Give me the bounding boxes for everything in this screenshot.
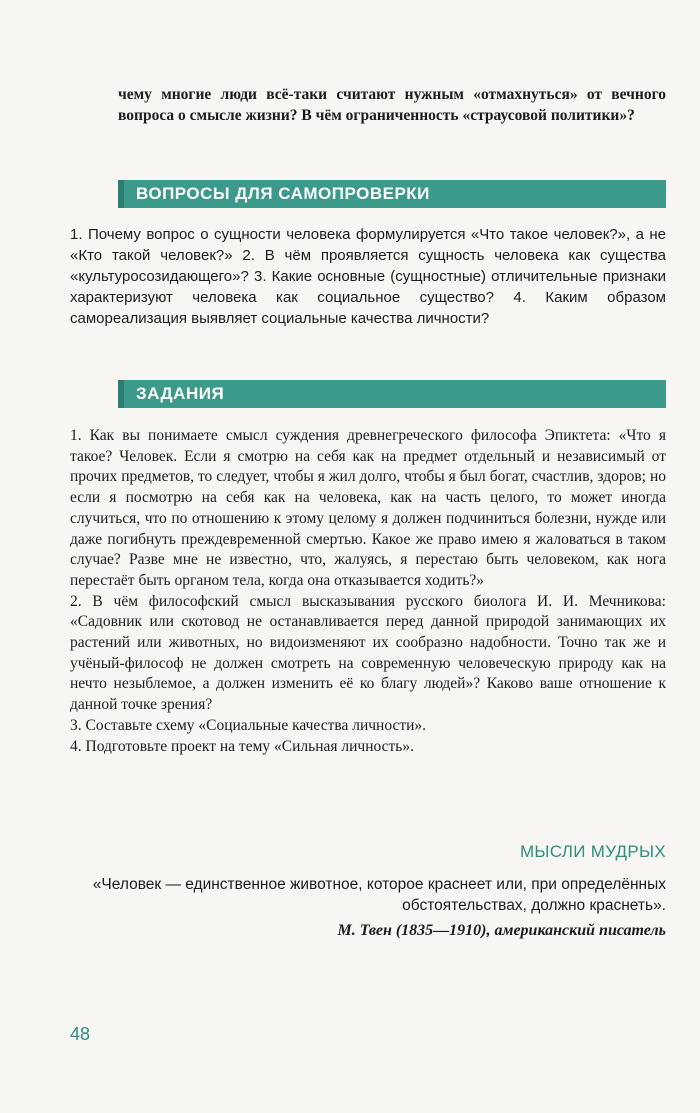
intro-paragraph: чему многие люди всё-таки считают нужным «отмахнуться» от вечного вопроса о смысле жизни? В чём ограниченность «страусовой политики»?: [118, 86, 666, 124]
task-item: 4. Подготовьте проект на тему «Сильная личность».: [70, 737, 414, 755]
page-number: 48: [70, 1024, 91, 1044]
self-check-banner: [118, 180, 666, 208]
tasks-banner: [118, 380, 666, 408]
task-item: 1. Как вы понимаете смысл суждения древнегреческого философа Эпиктета: «Что я такое? Человек. Если я смотрю на себя как на предмет отдельный и независимый от прочих предметов, то следует, чтобы я жил долго, чтобы я был богат, счастлив, здоров; но если я посмотрю на себя как на человека, как на часть целого, то может иногда случиться, что по отношению к этому целому я должен подчиниться болезни, нужде или даже погибнуть преждевременной смертью. Какое же право имею я жаловаться в таком случае? Разве мне не известно, что, жалуясь, я перестаю быть человеком, как нога перестаёт быть органом тела, когда она отказывается ходить?»: [70, 427, 666, 589]
task-item: 3. Составьте схему «Социальные качества личности».: [70, 716, 427, 734]
tasks-list: [70, 426, 666, 757]
wise-thoughts-title: МЫСЛИ МУДРЫХ: [519, 842, 666, 861]
wise-thoughts-quote: «Человек — единственное животное, которое краснеет или, при определённых обстоятельствах, должно краснеть».: [92, 876, 666, 914]
self-check-questions: 1. Почему вопрос о сущности человека формулируется «Что такое человек?», а не «Кто такой человек?» 2. В чём проявляется сущность человека как существа «культуросозидающего»? 3. Какие основные (сущностные) отличительные признаки характеризуют человека как социальное существо? 4. Каким образом самореализация выявляет социальные качества личности?: [70, 226, 666, 327]
tasks-title: ЗАДАНИЯ: [136, 384, 225, 403]
task-item: 2. В чём философский смысл высказывания русского биолога И. И. Мечникова: «Садовник или скотовод не останавливается перед данной природой занимающих их растений или животных, но видоизменяют их сообразно надобности. Точно так же и учёный-философ не должен смотреть на современную человеческую природу как на нечто незыблемое, а должен изменить её ко благу людей»? Каково ваше отношение к данной точке зрения?: [70, 592, 666, 714]
quote-author: М. Твен (1835—1910), американский писатель: [337, 922, 666, 939]
self-check-title: ВОПРОСЫ ДЛЯ САМОПРОВЕРКИ: [136, 184, 430, 203]
